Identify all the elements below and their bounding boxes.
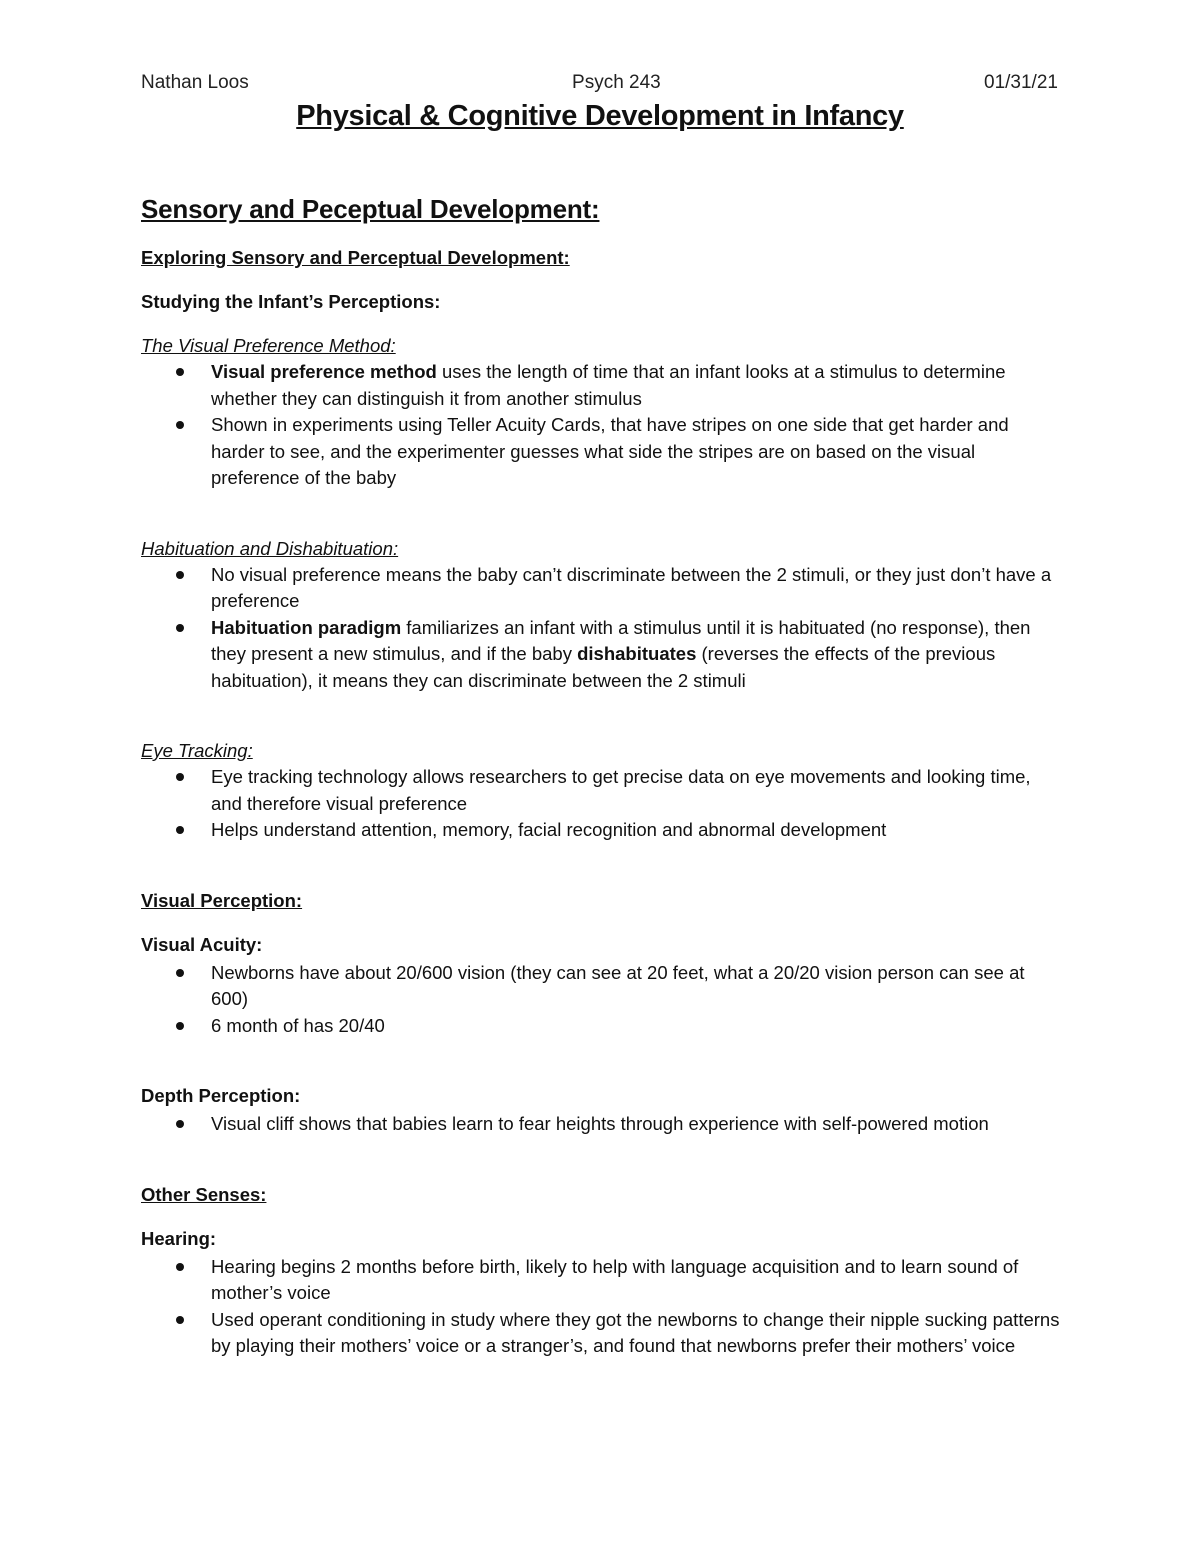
list-item — [141, 1013, 1061, 1040]
document-body — [141, 194, 1061, 1360]
bullet-icon — [176, 1120, 184, 1128]
term-visual-preference-method: Visual preference method — [211, 361, 437, 382]
topic-heading-eye-tracking: Eye Tracking: — [141, 740, 253, 761]
bullet-list-eye-tracking — [141, 764, 1061, 844]
list-item-text: Used operant conditioning in study where they got the newborns to change their nipple sucking patterns by playing their mothers’ voice or a stranger’s, and found that newborns prefer their mothers’ voice — [211, 1308, 1060, 1356]
list-item — [141, 359, 1061, 412]
list-item — [141, 1111, 1061, 1138]
topic-heading-habituation: Habituation and Dishabituation: — [141, 537, 399, 559]
list-item-text: familiarizes an infant with a stimulus until it is habituated (no response), then they present a new stimulus, and if the baby — [211, 616, 1031, 664]
list-item-text: Eye tracking technology allows researchers to get precise data on eye movements and looking time, and therefore visual preference — [211, 766, 1031, 814]
bullet-icon — [176, 773, 184, 781]
bullet-icon — [176, 571, 184, 579]
bullet-list-hearing — [141, 1254, 1061, 1360]
list-item-text: (reverses the effects of the previous habituation), it means they can discriminate between the 2 stimuli — [211, 643, 996, 691]
section-title: Sensory and Peceptual Development: — [141, 194, 600, 224]
bullet-list-depth-perception — [141, 1111, 1061, 1138]
term-habituation-paradigm: Habituation paradigm — [211, 616, 402, 638]
course-name: Psych 243 — [572, 72, 661, 93]
bullet-icon — [176, 368, 184, 376]
bullet-list-visual-preference — [141, 359, 1061, 492]
topic-heading-visual-preference: The Visual Preference Method: — [141, 335, 396, 356]
bullet-icon — [176, 969, 184, 977]
bullet-icon — [176, 624, 184, 632]
list-item-text: Visual cliff shows that babies learn to fear heights through experience with self-powered motion — [211, 1113, 989, 1134]
subheading-visual-acuity: Visual Acuity: — [141, 933, 263, 955]
list-item — [141, 615, 1061, 695]
bullet-list-visual-acuity — [141, 960, 1061, 1040]
list-item-text: Shown in experiments using Teller Acuity Cards, that have stripes on one side that get harder and harder to see, and the experimenter guesses what side the stripes are on based on the visual preference of the baby — [211, 414, 1009, 488]
page-header — [141, 72, 1058, 94]
list-item — [141, 764, 1061, 817]
bullet-icon — [176, 1022, 184, 1030]
bullet-icon — [176, 1263, 184, 1271]
subheading-studying: Studying the Infant’s Perceptions: — [141, 291, 441, 312]
group-heading-exploring: Exploring Sensory and Perceptual Development: — [141, 247, 570, 268]
bullet-list-habituation — [141, 562, 1061, 695]
document-title: Physical & Cognitive Development in Infancy — [296, 100, 904, 132]
subheading-depth-perception: Depth Perception: — [141, 1085, 301, 1106]
list-item-text: uses the length of time that an infant looks at a stimulus to determine whether they can distinguish it from another stimulus — [211, 361, 1006, 409]
document-date: 01/31/21 — [984, 72, 1058, 93]
list-item — [141, 412, 1061, 492]
list-item — [141, 960, 1061, 1013]
bullet-icon — [176, 1316, 184, 1324]
list-item-text: No visual preference means the baby can’t discriminate between the 2 stimuli, or they just don’t have a preference — [211, 563, 1052, 611]
subheading-hearing: Hearing: — [141, 1227, 217, 1249]
list-item-text: 6 month of has 20/40 — [211, 1014, 385, 1036]
bullet-icon — [176, 826, 184, 834]
group-heading-other-senses: Other Senses: — [141, 1183, 267, 1205]
bullet-icon — [176, 421, 184, 429]
list-item-text: Hearing begins 2 months before birth, likely to help with language acquisition and to learn sound of mother’s voice — [211, 1255, 1019, 1303]
list-item — [141, 817, 1061, 844]
list-item — [141, 1254, 1061, 1307]
author-name: Nathan Loos — [141, 72, 249, 93]
list-item-text: Helps understand attention, memory, facial recognition and abnormal development — [211, 819, 887, 840]
group-heading-visual-perception: Visual Perception: — [141, 889, 303, 911]
term-dishabituates: dishabituates — [577, 643, 697, 664]
list-item — [141, 1307, 1061, 1360]
list-item — [141, 562, 1061, 615]
list-item-text: Newborns have about 20/600 vision (they can see at 20 feet, what a 20/20 vision person can see at 600) — [211, 961, 1025, 1009]
